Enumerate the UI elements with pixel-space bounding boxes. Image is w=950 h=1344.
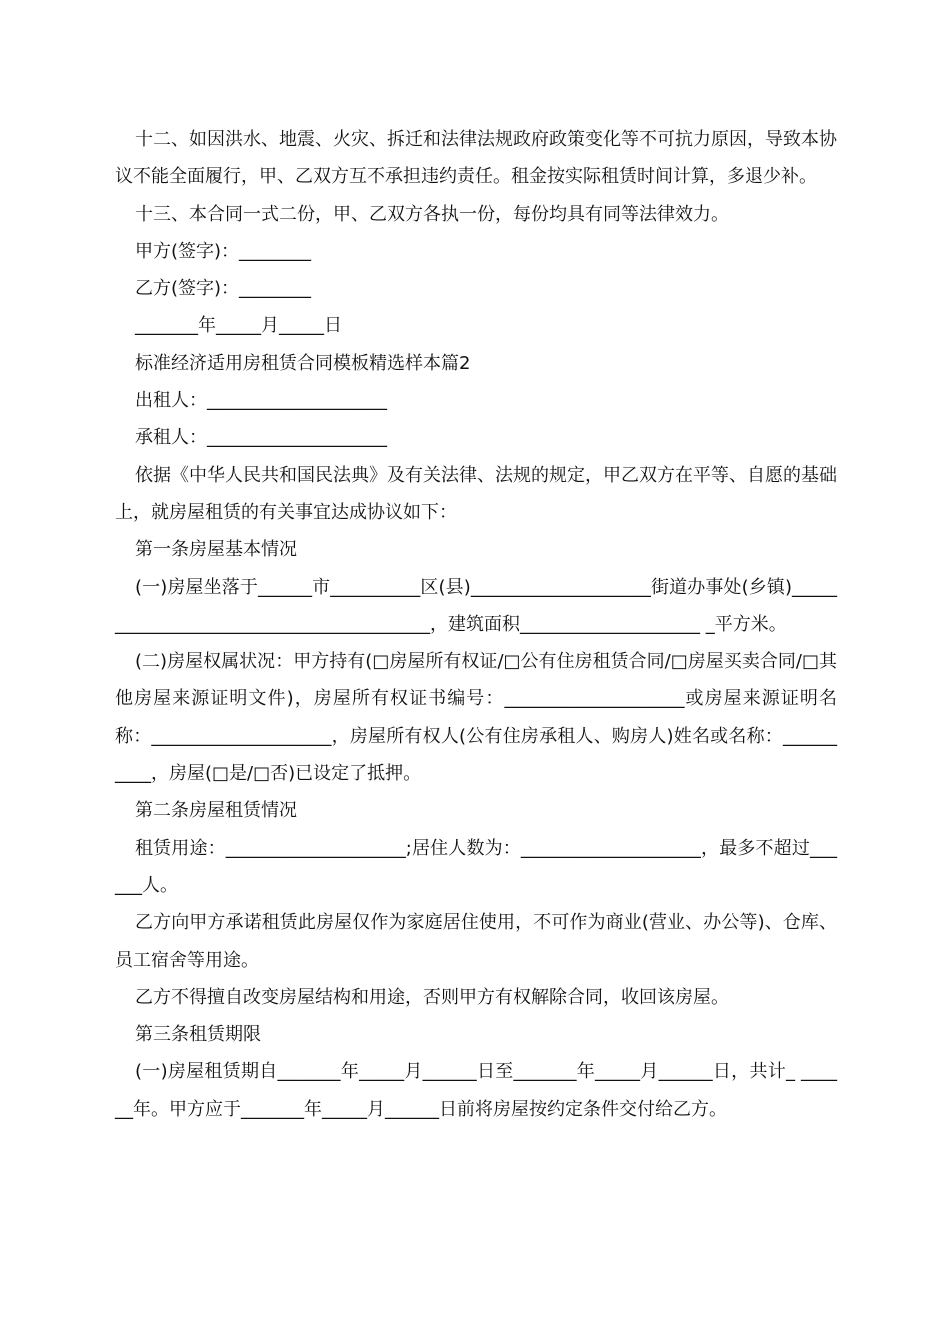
- article-2-no-change: 乙方不得擅自改变房屋结构和用途，否则甲方有权解除合同，收回该房屋。: [135, 986, 729, 1008]
- article-3-title: 第三条租赁期限: [135, 1024, 261, 1046]
- document-page: [115, 121, 837, 1128]
- clause-13: 十三、本合同一式二份，甲、乙双方各执一份，每份均具有同等法律效力。: [135, 203, 729, 225]
- party-a-signature-line: 甲方(签字)：________: [135, 240, 312, 262]
- party-b-signature-line: 乙方(签字)：________: [135, 278, 312, 300]
- article-2-use: 租赁用途：____________________;居住人数为：____________________，最多不超过______人。: [115, 837, 837, 896]
- article-1-item-2: (二)房屋权属状况：甲方持有(□房屋所有权证/□公有住房租赁合同/□房屋买卖合同/□其他房屋来源证明文件)，房屋所有权证书编号：____________________或房屋来源证明名称：____________________，房屋所有权人(公有住房承租人、购房人)姓名或名称：__________，房屋(□是/□否)已设定了抵押。: [115, 651, 837, 785]
- article-3-item-1: (一)房屋租赁期自_______年_____月______日至_______年_____月______日，共计_ ______年。甲方应于_______年_____月______日前将房屋按约定条件交付给乙方。: [115, 1061, 837, 1120]
- clause-12: 十二、如因洪水、地震、火灾、拆迁和法律法规政府政策变化等不可抗力原因，导致本协议不能全面履行，甲、乙双方互不承担违约责任。租金按实际租赁时间计算，多退少补。: [115, 129, 837, 188]
- article-1-title: 第一条房屋基本情况: [135, 539, 297, 561]
- lessor-line: 出租人：____________________: [135, 390, 387, 412]
- date-line: _______年_____月_____日: [135, 315, 342, 337]
- article-1-item-1: (一)房屋坐落于______市__________区(县)____________________街道办事处(乡镇)________________________________________，建筑面积____________________ _平方米。: [115, 576, 837, 635]
- lessee-line: 承租人：____________________: [135, 427, 387, 449]
- section-title: 标准经济适用房租赁合同模板精选样本篇2: [135, 352, 471, 374]
- article-2-title: 第二条房屋租赁情况: [135, 800, 297, 822]
- preamble: 依据《中华人民共和国民法典》及有关法律、法规的规定，甲乙双方在平等、自愿的基础上，就房屋租赁的有关事宜达成协议如下：: [115, 464, 837, 523]
- article-2-promise: 乙方向甲方承诺租赁此房屋仅作为家庭居住使用，不可作为商业(营业、办公等)、仓库、员工宿舍等用途。: [115, 912, 837, 971]
